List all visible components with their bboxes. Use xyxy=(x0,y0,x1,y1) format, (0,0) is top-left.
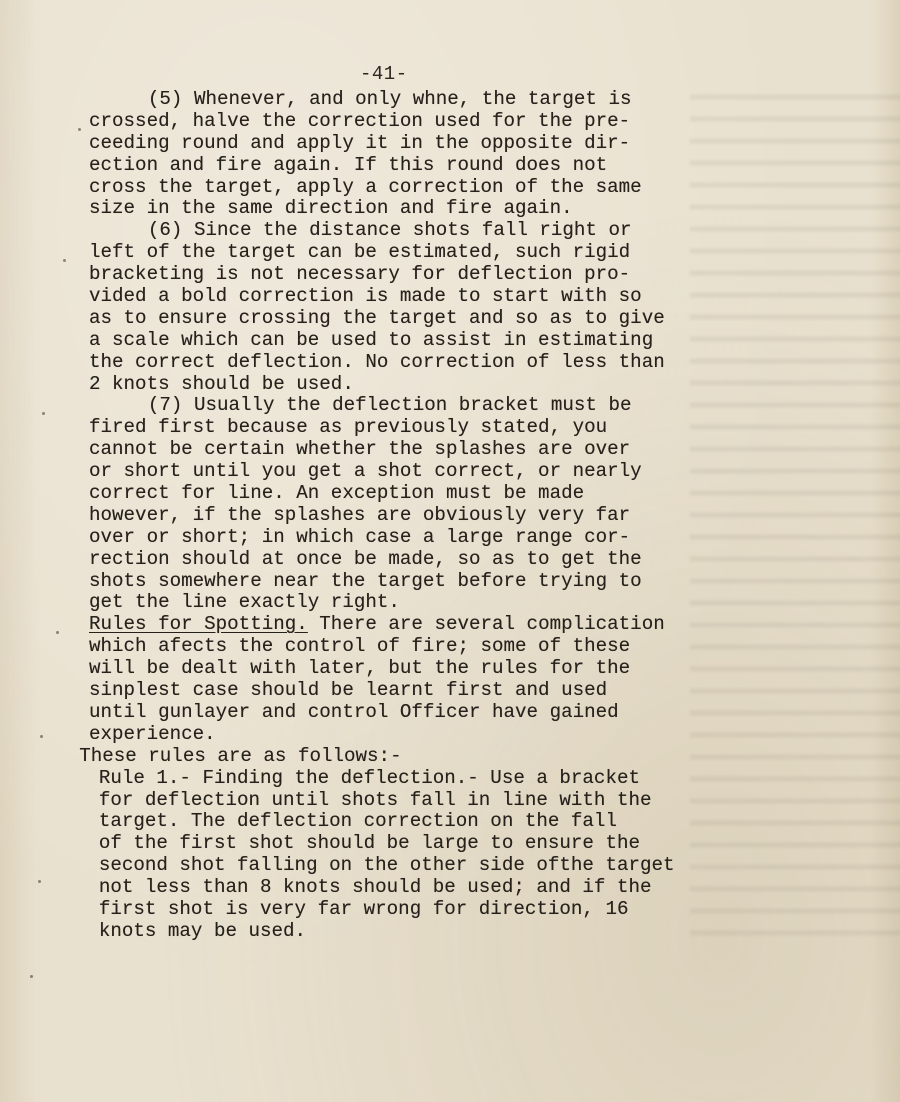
text-line xyxy=(89,702,675,724)
text-line xyxy=(89,658,675,680)
text-line xyxy=(89,680,675,702)
line-text: rection should at once be made, so as to get the xyxy=(89,547,642,570)
line-text: or short until you get a shot correct, or nearly xyxy=(89,460,642,483)
margin-speck xyxy=(42,412,45,415)
line-text: for deflection until shots fall in line with the xyxy=(98,788,652,811)
text-line xyxy=(89,198,675,220)
line-text: of the first shot should be large to ensure the xyxy=(98,832,640,855)
text-line xyxy=(89,505,675,527)
line-text: second shot falling on the other side ofthe target xyxy=(98,854,675,877)
text-line xyxy=(89,636,675,658)
line-text: the correct deflection. No correction of less than xyxy=(89,350,665,373)
text-line xyxy=(148,395,675,417)
line-text: (6) Since the distance shots fall right or xyxy=(147,219,632,242)
line-text: ceeding round and apply it in the opposite dir- xyxy=(89,131,631,154)
line-text: which afects the control of fire; some of these xyxy=(89,635,631,658)
line-text: left of the target can be estimated, such rigid xyxy=(89,241,631,264)
line-text: 2 knots should be used. xyxy=(89,372,354,395)
line-text: vided a bold correction is made to start with so xyxy=(89,285,642,308)
text-line xyxy=(99,811,675,833)
line-text: size in the same direction and fire again. xyxy=(89,197,573,220)
line-text: not less than 8 knots should be used; and if the xyxy=(98,876,652,899)
line-text: first shot is very far wrong for direction, 16 xyxy=(98,897,629,920)
text-line xyxy=(89,461,675,483)
line-text: There are several complication xyxy=(307,613,665,636)
text-line xyxy=(89,177,675,199)
line-text: cannot be certain whether the splashes are over xyxy=(89,438,631,461)
text-line xyxy=(99,921,675,943)
line-text: get the line exactly right. xyxy=(89,591,400,614)
text-line xyxy=(89,614,675,636)
text-line xyxy=(89,155,675,177)
text-line xyxy=(99,899,675,921)
margin-speck xyxy=(38,880,41,883)
text-line xyxy=(79,746,674,768)
page-number: -41- xyxy=(360,63,408,85)
margin-speck xyxy=(63,259,66,262)
text-line xyxy=(89,286,675,308)
line-text: Rule 1.- Finding the deflection.- Use a bracket xyxy=(98,766,640,789)
text-line xyxy=(89,592,675,614)
line-text: knots may be used. xyxy=(98,919,307,942)
text-line xyxy=(89,374,675,396)
line-text: bracketing is not necessary for deflection pro- xyxy=(89,263,631,286)
text-line xyxy=(89,724,675,746)
line-text: sinplest case should be learnt first and used xyxy=(89,679,608,702)
line-text: until gunlayer and control Officer have gained xyxy=(89,700,619,723)
line-text: (7) Usually the deflection bracket must be xyxy=(147,394,632,417)
text-line xyxy=(89,242,675,264)
text-line xyxy=(89,111,675,133)
line-text: a scale which can be used to assist in estimating xyxy=(89,328,654,351)
text-line xyxy=(99,833,675,855)
line-text: experience. xyxy=(89,722,216,745)
text-line xyxy=(89,264,675,286)
line-text: ection and fire again. If this round does not xyxy=(89,153,608,176)
text-line xyxy=(89,417,675,439)
line-text: correct for line. An exception must be made xyxy=(89,482,585,505)
text-line xyxy=(148,220,675,242)
section-heading: Rules for Spotting. xyxy=(89,613,308,636)
text-line xyxy=(99,877,675,899)
line-text: fired first because as previously stated, you xyxy=(89,416,608,439)
line-text: shots somewhere near the target before trying to xyxy=(89,569,642,592)
bleed-through-text xyxy=(690,80,900,940)
margin-speck xyxy=(30,975,33,978)
text-line xyxy=(89,483,675,505)
text-line xyxy=(89,527,675,549)
text-line xyxy=(148,89,675,111)
text-line xyxy=(89,439,675,461)
line-text: however, if the splashes are obviously very far xyxy=(89,503,631,526)
text-line xyxy=(89,330,675,352)
line-text: target. The deflection correction on the fall xyxy=(98,810,617,833)
line-text: will be dealt with later, but the rules for the xyxy=(89,657,631,680)
text-line xyxy=(89,308,675,330)
document-body xyxy=(79,88,675,943)
text-line xyxy=(89,352,675,374)
margin-speck xyxy=(40,735,43,738)
margin-speck xyxy=(56,631,59,634)
line-text: as to ensure crossing the target and so as to give xyxy=(89,306,665,329)
text-line xyxy=(99,790,675,812)
text-line xyxy=(89,133,675,155)
text-line xyxy=(89,571,675,593)
text-line xyxy=(99,855,675,877)
text-line xyxy=(89,549,675,571)
line-text: These rules are as follows:- xyxy=(79,744,402,767)
line-text: crossed, halve the correction used for the pre- xyxy=(89,109,631,132)
line-text: over or short; in which case a large range cor- xyxy=(89,525,631,548)
line-text: cross the target, apply a correction of the same xyxy=(89,175,642,198)
line-text: (5) Whenever, and only whne, the target is xyxy=(147,88,632,110)
margin-speck xyxy=(78,128,81,131)
text-line xyxy=(99,768,675,790)
